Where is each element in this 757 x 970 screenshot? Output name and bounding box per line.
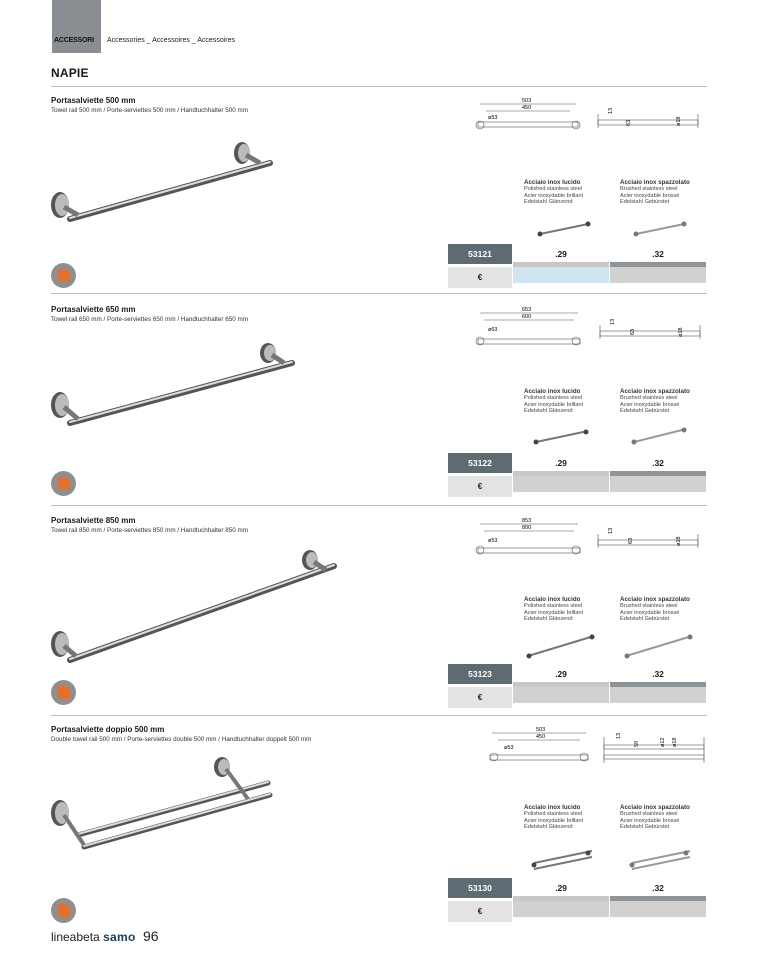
product-title: Portasalviette 650 mm: [51, 305, 136, 314]
price-cell-polished: [513, 267, 609, 283]
dim-inner: 450: [536, 734, 546, 740]
brushed-thumbnail: [630, 220, 690, 240]
finish-polished-label: Acciaio inox lucido Polished stainless steel Acier inoxydable brillant Edelstahl Glänzend: [524, 804, 584, 831]
product-subtitle: Towel rail 850 mm / Porte-serviettes 850 mm / Handtuchhalter 850 mm: [51, 527, 249, 534]
category-badge-icon: [51, 263, 76, 288]
dim-h: 13: [616, 732, 622, 739]
price-polished: .29: [513, 878, 609, 898]
price-cell-brushed: [610, 476, 706, 492]
finish-brushed-label: Acciaio inox spazzolato Brushed stainless steel Acier inoxydable brossé Edelstahl Gebürstet: [620, 596, 690, 623]
product-section-53121: [0, 96, 757, 306]
product-subtitle: Double towel rail 500 mm / Porte-serviettes double 500 mm / Handtuchhalter doppelt 500 mm: [51, 736, 312, 743]
product-code: 53122: [448, 453, 512, 473]
divider: [51, 505, 707, 506]
product-section-53123: [0, 516, 757, 726]
price-cell-polished: [513, 476, 609, 492]
price-cell-brushed: [610, 687, 706, 703]
category-tab: [52, 0, 101, 53]
product-section-53122: [0, 305, 757, 515]
product-subtitle: Towel rail 500 mm / Porte-serviettes 500 mm / Handtuchhalter 500 mm: [51, 107, 249, 114]
family-title: NAPIE: [51, 66, 89, 80]
page-number: 96: [142, 928, 159, 944]
dim-d: 63: [628, 537, 634, 544]
category-tab-label: ACCESSORI: [54, 37, 94, 44]
dim-h: 13: [608, 527, 614, 534]
polished-thumbnail: [530, 427, 594, 447]
product-title: Portasalviette 500 mm: [51, 96, 136, 105]
product-subtitle: Towel rail 650 mm / Porte-serviettes 650 mm / Handtuchhalter 650 mm: [51, 316, 249, 323]
category-subtitle: Accessories _ Accessoires _ Accessoires: [107, 37, 235, 44]
finish-brushed-label: Acciaio inox spazzolato Brushed stainless steel Acier inoxydable brossé Edelstahl Gebürstet: [620, 804, 690, 831]
brushed-thumbnail: [622, 632, 696, 660]
dim-total: 853: [522, 518, 532, 524]
dim-inner: 450: [522, 105, 532, 111]
product-photo: [48, 141, 278, 231]
finish-polished-label: Acciaio inox lucido Polished stainless steel Acier inoxydable brillant Edelstahl Glänzend: [524, 596, 584, 623]
price-polished: .29: [513, 664, 609, 684]
finish-polished-label: Acciaio inox lucido Polished stainless steel Acier inoxydable brillant Edelstahl Glänzend: [524, 179, 584, 206]
polished-thumbnail: [524, 632, 598, 660]
price-polished: .29: [513, 244, 609, 264]
product-title: Portasalviette doppio 500 mm: [51, 725, 165, 734]
footer: [51, 928, 159, 944]
currency-label: €: [448, 687, 512, 708]
product-section-53130: [0, 725, 757, 935]
dim-inner: 600: [522, 314, 532, 320]
brushed-thumbnail: [628, 425, 692, 447]
price-brushed: .32: [610, 453, 706, 473]
dim-d: 63: [630, 328, 636, 335]
dim-bar: ø18: [676, 536, 682, 546]
dimension-drawing: [472, 516, 707, 560]
currency-label: €: [448, 267, 512, 288]
product-code: 53123: [448, 664, 512, 684]
price-polished: .29: [513, 453, 609, 473]
dim-h: 13: [608, 107, 614, 114]
polished-thumbnail: [534, 220, 594, 240]
currency-label: €: [448, 901, 512, 922]
footer-line-name: lineabeta: [51, 930, 100, 944]
product-code: 53121: [448, 244, 512, 264]
dimension-drawing: [472, 305, 707, 349]
category-badge-icon: [51, 471, 76, 496]
divider: [51, 293, 707, 294]
dim-dia: ø53: [488, 538, 498, 544]
product-title: Portasalviette 850 mm: [51, 516, 136, 525]
dim-total: 503: [522, 98, 532, 104]
price-cell-polished: [513, 901, 609, 917]
dimension-drawing: [486, 725, 708, 773]
dim-dia: ø53: [488, 115, 498, 121]
footer-brand-logo: samo: [103, 930, 136, 944]
finish-brushed-label: Acciaio inox spazzolato Brushed stainless steel Acier inoxydable brossé Edelstahl Gebürstet: [620, 179, 690, 206]
dim-d: 59: [634, 740, 640, 747]
product-photo: [48, 755, 278, 855]
dim-bar: ø18: [676, 116, 682, 126]
product-photo: [48, 343, 298, 433]
dim-d2: ø12: [660, 737, 666, 747]
polished-thumbnail: [528, 847, 598, 873]
dim-h: 13: [610, 318, 616, 325]
dim-dia: ø63: [488, 327, 498, 333]
dim-bar: ø18: [678, 327, 684, 337]
price-cell-polished: [513, 687, 609, 703]
category-badge-icon: [51, 898, 76, 923]
price-brushed: .32: [610, 664, 706, 684]
finish-brushed-label: Acciaio inox spazzolato Brushed stainless steel Acier inoxydable brossé Edelstahl Gebürstet: [620, 388, 690, 415]
price-cell-brushed: [610, 901, 706, 917]
divider: [51, 86, 707, 87]
brushed-thumbnail: [626, 847, 696, 873]
price-cell-brushed: [610, 267, 706, 283]
dimension-drawing: [472, 96, 707, 136]
price-brushed: .32: [610, 244, 706, 264]
dim-inner: 800: [522, 525, 532, 531]
dim-total: 653: [522, 307, 532, 313]
dim-bar: ø18: [672, 737, 678, 747]
dim-total: 503: [536, 727, 546, 733]
product-photo: [48, 550, 340, 670]
category-badge-icon: [51, 680, 76, 705]
currency-label: €: [448, 476, 512, 497]
price-brushed: .32: [610, 878, 706, 898]
product-code: 53130: [448, 878, 512, 898]
dim-d: 63: [626, 119, 632, 126]
finish-polished-label: Acciaio inox lucido Polished stainless steel Acier inoxydable brillant Edelstahl Glänzend: [524, 388, 584, 415]
divider: [51, 715, 707, 716]
dim-dia: ø53: [504, 745, 514, 751]
